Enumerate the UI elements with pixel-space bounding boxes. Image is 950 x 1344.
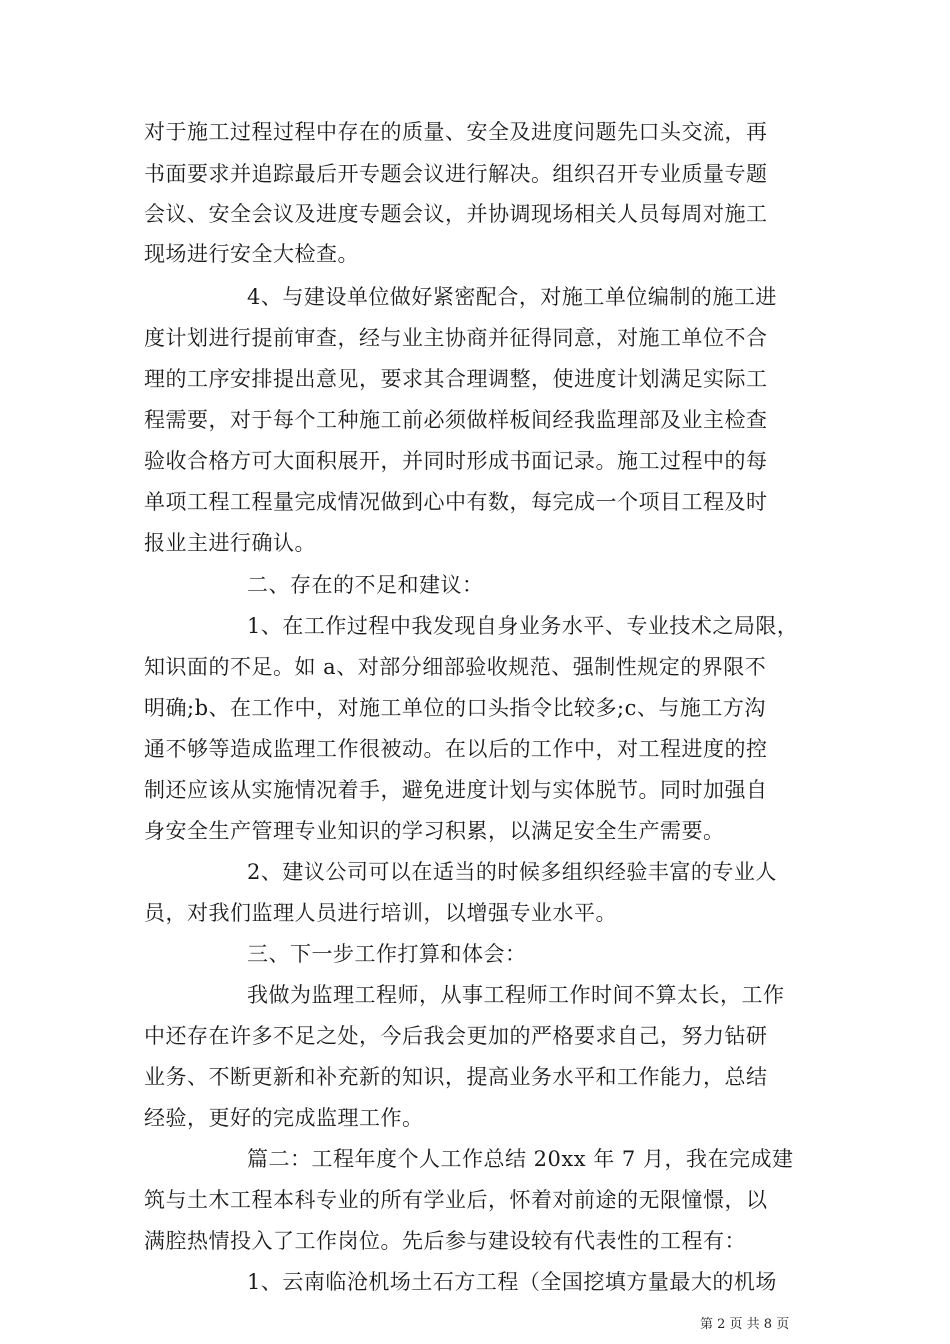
- text-line: 篇二：工程年度个人工作总结 20xx 年 7 月，我在完成建: [247, 1147, 794, 1171]
- section-heading: 三、下一步工作打算和体会：: [247, 942, 527, 966]
- text-line: 单项工程工程量完成情况做到心中有数，每完成一个项目工程及时: [144, 490, 768, 514]
- text-line: 理的工序安排提出意见，要求其合理调整，使进度计划满足实际工: [144, 367, 768, 391]
- text-line: 对于施工过程过程中存在的质量、安全及进度问题先口头交流，再: [144, 120, 768, 144]
- text-line: 程需要，对于每个工种施工前必须做样板间经我监理部及业主检查: [144, 408, 768, 432]
- text-line: 身安全生产管理专业知识的学习积累，以满足安全生产需要。: [144, 819, 725, 843]
- section-heading: 二、存在的不足和建议：: [247, 573, 484, 597]
- text-line: 2、建议公司可以在适当的时候多组织经验丰富的专业人: [247, 860, 777, 884]
- text-line: 4、与建设单位做好紧密配合，对施工单位编制的施工进: [247, 285, 777, 309]
- text-line: 知识面的不足。如 a、对部分细部验收规范、强制性规定的界限不: [144, 655, 767, 679]
- text-line: 业务、不断更新和补充新的知识，提高业务水平和工作能力，总结: [144, 1065, 768, 1089]
- text-line: 度计划进行提前审查，经与业主协商并征得同意，对施工单位不合: [144, 326, 768, 350]
- text-line: 筑与土木工程本科专业的所有学业后，怀着对前途的无限憧憬，以: [144, 1188, 768, 1212]
- text-line: 中还存在许多不足之处，今后我会更加的严格要求自己，努力钻研: [144, 1024, 768, 1048]
- text-line: 现场进行安全大检查。: [144, 242, 359, 266]
- text-line: 1、云南临沧机场土石方工程（全国挖填方量最大的机场: [247, 1270, 777, 1294]
- page-number-footer: 第 2 页 共 8 页: [700, 1317, 790, 1332]
- text-line: 制还应该从实施情况着手，避免进度计划与实体脱节。同时加强自: [144, 778, 768, 802]
- text-line: 1、在工作过程中我发现自身业务水平、专业技术之局限，: [247, 614, 799, 638]
- text-line: 我做为监理工程师，从事工程师工作时间不算太长，工作: [247, 983, 785, 1007]
- text-line: 明确;b、在工作中，对施工单位的口头指令比较多;c、与施工方沟: [144, 696, 766, 720]
- text-line: 通不够等造成监理工作很被动。在以后的工作中，对工程进度的控: [144, 737, 768, 761]
- text-line: 员，对我们监理人员进行培训，以增强专业水平。: [144, 901, 617, 925]
- text-line: 书面要求并追踪最后开专题会议进行解决。组织召开专业质量专题: [144, 162, 768, 186]
- text-line: 满腔热情投入了工作岗位。先后参与建设较有代表性的工程有：: [144, 1229, 746, 1253]
- text-line: 验收合格方可大面积展开，并同时形成书面记录。施工过程中的每: [144, 449, 768, 473]
- text-line: 会议、安全会议及进度专题会议，并协调现场相关人员每周对施工: [144, 202, 768, 226]
- text-line: 经验，更好的完成监理工作。: [144, 1106, 424, 1130]
- text-line: 报业主进行确认。: [144, 531, 316, 555]
